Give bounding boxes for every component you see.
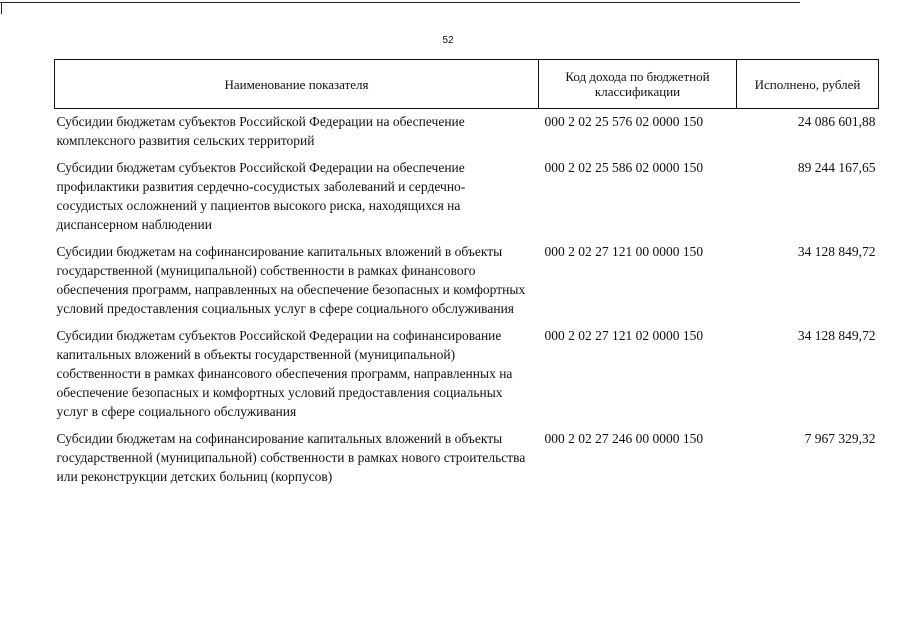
indicator-name: Субсидии бюджетам субъектов Российской Федерации на софинансирование капитальных вложений в объекты государственной (муниципальной) собственности в рамках финансового обеспечения программ, направленных на обеспечение безопасных и комфортных условий предоставления социальных услуг в сфере социального обслуживания [56,328,513,419]
indicator-name: Субсидии бюджетам на софинансирование капитальных вложений в объекты государственной (муниципальной) собственности в рамках финансового обеспечения программ, направленных на обеспечение безопасных и комфортных условий предоставления социальных услуг в сфере социального обслуживания [56,244,526,316]
executed-amount: 24 086 601,88 [797,114,876,129]
top-border-corner [1,2,2,14]
table-row [55,158,879,242]
page-number: 52 [442,35,454,46]
table-row [55,326,879,429]
header-indicator-name: Наименование показателя [55,60,539,109]
income-code: 000 2 02 25 586 02 0000 150 [544,160,704,175]
income-code: 000 2 02 27 246 00 0000 150 [544,431,704,446]
income-code: 000 2 02 27 121 00 0000 150 [544,244,704,259]
executed-amount: 89 244 167,65 [797,160,876,175]
income-code: 000 2 02 25 576 02 0000 150 [544,114,704,129]
header-executed-amount: Исполнено, рублей [737,60,879,109]
table-header-row [55,60,879,109]
executed-amount: 34 128 849,72 [797,244,876,259]
table-row [55,242,879,326]
header-income-code: Код дохода по бюджетной классификации [539,60,737,109]
indicator-name: Субсидии бюджетам на софинансирование капитальных вложений в объекты государственной (муниципальной) собственности в рамках нового строительства или реконструкции детских больниц (корпусов) [56,431,526,484]
budget-revenue-table [54,59,879,494]
indicator-name: Субсидии бюджетам субъектов Российской Федерации на обеспечение комплексного развития сельских территорий [56,114,465,148]
executed-amount: 34 128 849,72 [797,328,876,343]
table-row [55,429,879,494]
indicator-name: Субсидии бюджетам субъектов Российской Федерации на обеспечение профилактики развития сердечно-сосудистых заболеваний и сердечно-сосудистых осложнений у пациентов высокого риска, находящихся на диспансерном наблюдении [56,160,466,232]
executed-amount: 7 967 329,32 [804,431,876,446]
table-row [55,109,879,159]
top-border-line [0,2,800,3]
income-code: 000 2 02 27 121 02 0000 150 [544,328,704,343]
